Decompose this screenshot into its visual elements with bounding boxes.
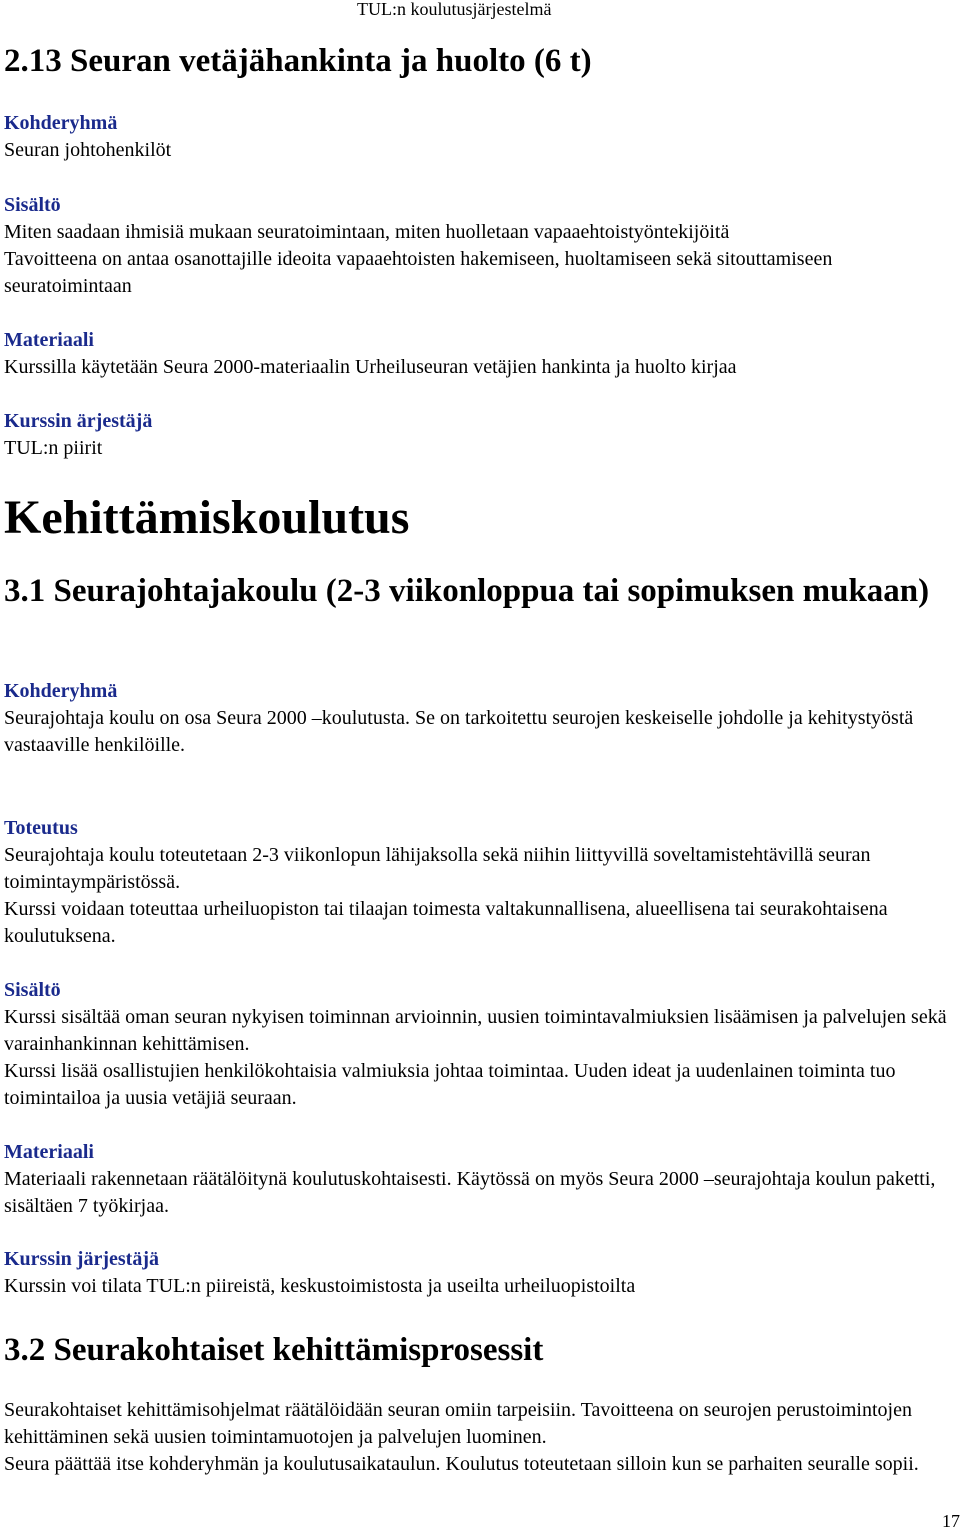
- implementation-paragraph-2: Kurssi voidaan toteuttaa urheiluopiston tai tilaajan toimesta valtakunnallisena, alueellisena tai seurakohtaisena koulutuksena.: [4, 898, 888, 947]
- organizer-text: TUL:n piirit: [4, 437, 103, 459]
- organizer-label: Kurssin järjestäjä: [4, 1248, 159, 1270]
- material-text: Materiaali rakennetaan räätälöitynä koulutuskohtaisesti. Käytössä on myös Seura 2000 –seurajohtaja koulun paketti, sisältäen 7 työkirjaa.: [4, 1168, 936, 1217]
- content-line-2: Tavoitteena on antaa osanottajille ideoita vapaaehtoisten hakemiseen, huoltamiseen sekä sitouttamiseen seuratoimintaan: [4, 248, 833, 297]
- section-3-2-body: [4, 1397, 952, 1478]
- organizer-text: Kurssin voi tilata TUL:n piireistä, keskustoimistosta ja useilta urheiluopistoilta: [4, 1275, 636, 1297]
- content-paragraph-2: Kurssi lisää osallistujien henkilökohtaisia valmiuksia johtaa toimintaa. Uuden ideat ja uudenlainen toiminta tuo toimintailoa ja uusia vetäjiä seuraan.: [4, 1060, 896, 1109]
- section-2-13-target-group: [4, 110, 952, 164]
- content-label: Sisältö: [4, 194, 61, 216]
- section-2-13-organizer: [4, 408, 952, 462]
- material-text: Kurssilla käytetään Seura 2000-materiaalin Urheiluseuran vetäjien hankinta ja huolto kirjaa: [4, 356, 737, 378]
- section-3-1-target-group: [4, 678, 952, 759]
- paragraph-1: Seurakohtaiset kehittämisohjelmat räätälöidään seuran omiin tarpeisiin. Tavoitteena on seurojen perustoimintojen kehittäminen sekä uusien toimintamuotojen ja palvelujen luominen.: [4, 1399, 912, 1448]
- organizer-label: Kurssin ärjestäjä: [4, 410, 153, 432]
- section-3-1-title: 3.1 Seurajohtajakoulu (2-3 viikonloppua tai sopimuksen mukaan): [4, 573, 930, 609]
- material-label: Materiaali: [4, 329, 94, 351]
- content-paragraph-1: Kurssi sisältää oman seuran nykyisen toiminnan arvioinnin, uusien toimintavalmiuksien lisäämisen ja palvelujen sekä varainhankinnan kehittämisen.: [4, 1006, 947, 1055]
- section-3-1-organizer: [4, 1246, 952, 1300]
- section-2-13-content: [4, 192, 952, 300]
- section-2-13-material: [4, 327, 952, 381]
- target-group-text: Seuran johtohenkilöt: [4, 139, 172, 161]
- paragraph-2: Seura päättää itse kohderyhmän ja koulutusaikataulun. Koulutus toteutetaan silloin kun se parhaiten seuralle sopii.: [4, 1453, 919, 1475]
- target-group-text: Seurajohtaja koulu on osa Seura 2000 –koulutusta. Se on tarkoitettu seurojen keskeiselle johdolle ja kehitystyöstä vastaaville henkilöille.: [4, 707, 914, 756]
- page-number: 17: [942, 1511, 960, 1531]
- material-label: Materiaali: [4, 1141, 94, 1163]
- target-group-label: Kohderyhmä: [4, 680, 118, 702]
- section-3-1-content: [4, 977, 952, 1112]
- section-2-13-title: 2.13 Seuran vetäjähankinta ja huolto (6 t): [4, 43, 592, 79]
- implementation-paragraph-1: Seurajohtaja koulu toteutetaan 2-3 viikonlopun lähijaksolla sekä niihin liittyvillä soveltamistehtävillä seuran toimintaympäristössä.: [4, 844, 871, 893]
- implementation-label: Toteutus: [4, 817, 78, 839]
- target-group-label: Kohderyhmä: [4, 112, 118, 134]
- section-3-2-title: 3.2 Seurakohtaiset kehittämisprosessit: [4, 1332, 544, 1368]
- section-3-1-material: [4, 1139, 952, 1220]
- chapter-title: Kehittämiskoulutus: [4, 491, 410, 544]
- section-3-1-implementation: [4, 815, 952, 950]
- content-label: Sisältö: [4, 979, 61, 1001]
- running-header: TUL:n koulutusjärjestelmä: [357, 0, 552, 19]
- content-line-1: Miten saadaan ihmisiä mukaan seuratoimintaan, miten huolletaan vapaaehtoistyöntekijöitä: [4, 221, 730, 243]
